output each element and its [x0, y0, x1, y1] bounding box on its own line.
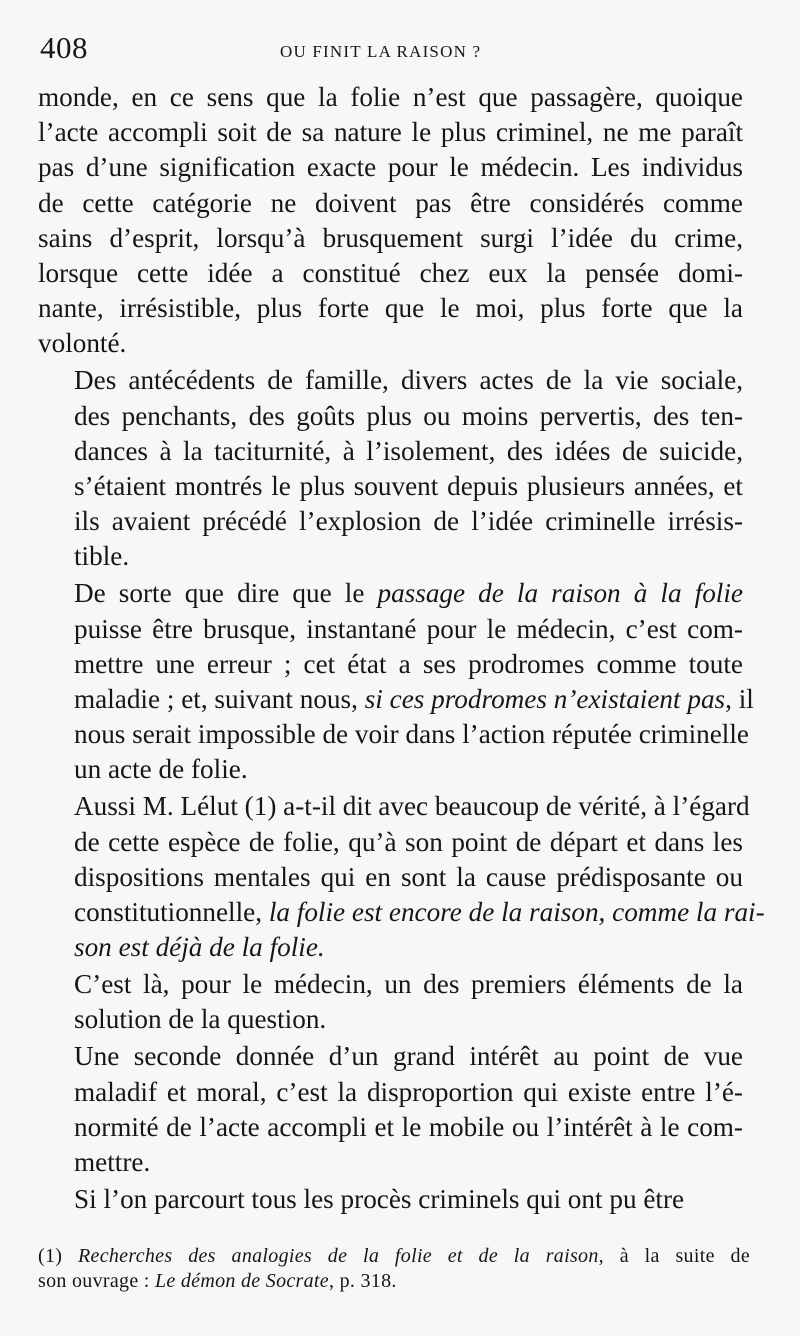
running-title: OU FINIT LA RAISON ?: [280, 42, 482, 61]
body-text: [38, 80, 765, 1217]
paragraph: [38, 1182, 743, 1217]
text-line: ils avaient précédé l’explosion de l’idée criminelle irrésis-: [74, 506, 743, 537]
text-line: mettre une erreur ; cet état a ses prodromes comme toute: [74, 648, 743, 679]
italic-text: la folie est encore de la raison, comme la rai-: [268, 897, 765, 928]
footnote: [38, 1244, 750, 1294]
text-line: pas d’une signification exacte pour le médecin. Les individus: [38, 152, 743, 183]
text-line: constitutionnelle, la folie est encore de la raison, comme la rai-: [74, 897, 765, 928]
text-line: solution de la question.: [74, 1004, 327, 1035]
text-line: normité de l’acte accompli et le mobile ou l’intérêt à le com-: [74, 1111, 743, 1142]
italic-text: si ces prodromes n’existaient pas: [364, 684, 726, 715]
text-line: de cette catégorie ne doivent pas être considérés comme: [38, 187, 743, 218]
text-line: volonté.: [38, 328, 127, 359]
text-line: tible.: [74, 541, 130, 572]
text-line: Si l’on parcourt tous les procès criminels qui ont pu être: [74, 1184, 685, 1215]
paragraph: [38, 80, 743, 362]
text-line: s’étaient montrés le plus souvent depuis plusieurs années, et: [74, 471, 743, 502]
page-number: 408: [40, 30, 88, 65]
text-line: puisse être brusque, instantané pour le médecin, c’est com-: [74, 613, 743, 644]
text-line: dispositions mentales qui en sont la cause prédisposante ou: [74, 861, 743, 892]
paragraph: [38, 363, 743, 574]
paragraph: [38, 789, 765, 965]
text-line: des penchants, des goûts plus ou moins pervertis, des ten-: [74, 400, 743, 431]
text-line: Une seconde donnée d’un grand intérêt au point de vue: [74, 1041, 743, 1072]
text-line: (1) Recherches des analogies de la folie et de la raison, à la suite de: [38, 1245, 750, 1267]
text-line: un acte de folie.: [74, 754, 248, 785]
text-line: [38, 930, 743, 965]
text-line: l’acte accompli soit de sa nature le plus criminel, ne me paraît: [38, 117, 743, 148]
paragraph: [38, 967, 743, 1037]
italic-text: passage de la raison à la folie: [377, 578, 743, 609]
running-head: [40, 30, 754, 70]
footnote-text: [38, 1244, 750, 1294]
italic-text: Le démon de Socrate: [154, 1270, 329, 1292]
text-line: monde, en ce sens que la folie n’est que passagère, quoique: [38, 82, 743, 112]
paragraph: [38, 1039, 743, 1180]
text-line: Des antécédents de famille, divers actes de la vie sociale,: [74, 365, 743, 396]
text-line: maladie ; et, suivant nous, si ces prodromes n’existaient pas, il: [74, 684, 754, 715]
text-line: de cette espèce de folie, qu’à son point de départ et dans les: [74, 826, 743, 857]
italic-text: son est déjà de la folie.: [74, 932, 325, 963]
text-line: De sorte que dire que le passage de la raison à la folie: [74, 578, 743, 609]
text-line: sains d’esprit, lorsqu’à brusquement surgi l’idée du crime,: [38, 222, 743, 253]
text-line: Aussi M. Lélut (1) a-t-il dit avec beaucoup de vérité, à l’égard: [74, 791, 750, 822]
text-line: nante, irrésistible, plus forte que le moi, plus forte que la: [38, 293, 743, 324]
text-line: C’est là, pour le médecin, un des premiers éléments de la: [74, 969, 743, 1000]
text-line: lorsque cette idée a constitué chez eux la pensée domi-: [38, 258, 743, 289]
text-line: nous serait impossible de voir dans l’action réputée criminelle: [74, 719, 749, 750]
text-line: maladif et moral, c’est la disproportion qui existe entre l’é-: [74, 1076, 743, 1107]
text-line: dances à la taciturnité, à l’isolement, des idées de suicide,: [74, 435, 743, 466]
text-line: mettre.: [74, 1147, 151, 1178]
paragraph: [38, 576, 754, 787]
text-line: son ouvrage : Le démon de Socrate, p. 318.: [38, 1270, 397, 1292]
italic-text: Recherches des analogies de la folie et de la raison: [78, 1245, 599, 1267]
